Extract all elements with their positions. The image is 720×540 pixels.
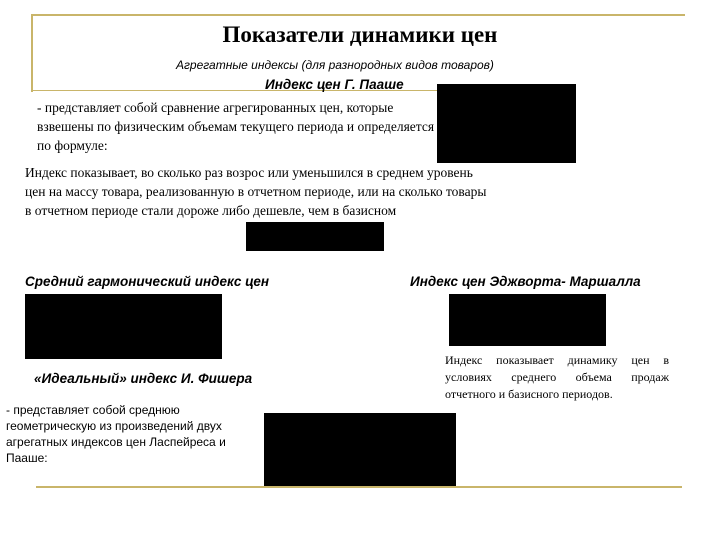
fisher-description: - представляет собой среднюю геометрическую из произведений двух агрегатных индексов цен Ласпейреса и Пааше: [6, 403, 226, 465]
paasche-description: - представляет собой сравнение агрегированных цен, которые взвешены по физическим объемам текущего периода и определяется по формуле: [37, 100, 435, 153]
page-title: Показатели динамики цен [222, 22, 498, 47]
fisher-formula-image [264, 413, 456, 486]
edgeworth-heading: Индекс цен Эджворта- Маршалла [410, 274, 641, 289]
harmonic-index-heading: Средний гармонический индекс цен [25, 274, 270, 289]
index-explanation: Индекс показывает, во сколько раз возрос или уменьшился в среднем уровень цен на массу товара, реализованную в отчетном периоде, или на сколько товары в отчетном периоде стали дороже либо дешевле, чем в базисном [25, 165, 487, 218]
index-formula-image [246, 222, 384, 251]
subtitle: Агрегатные индексы (для разнородных видов товаров) [176, 58, 494, 72]
edgeworth-description: Индекс показывает динамику цен в условиях среднего объема продаж отчетного и базисного периодов. [445, 353, 669, 401]
paasche-heading: Индекс цен Г. Пааше [265, 77, 404, 92]
fisher-heading: «Идеальный» индекс И. Фишера [34, 371, 253, 386]
edgeworth-formula-image [449, 294, 606, 346]
paasche-formula-image [437, 84, 576, 163]
decorative-bottom-line [36, 486, 682, 488]
harmonic-formula-image [25, 294, 222, 359]
decorative-top-line [31, 14, 685, 16]
